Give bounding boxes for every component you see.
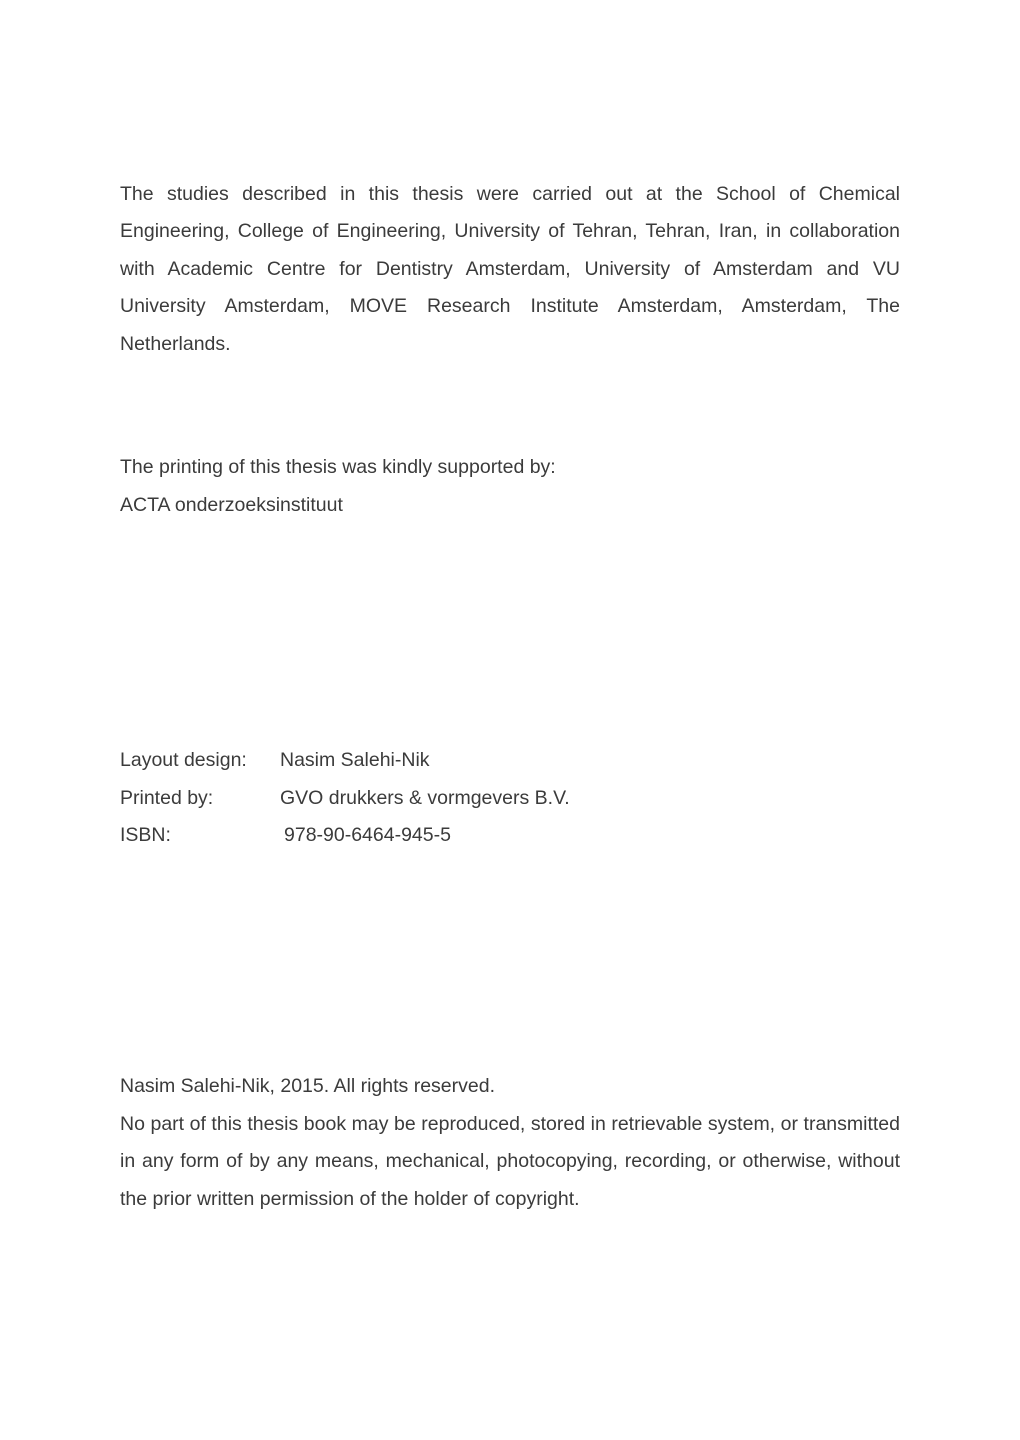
- copyright-block: [120, 1068, 900, 1218]
- colophon-row-layout-design: [120, 742, 900, 780]
- colophon-value: Nasim Salehi-Nik: [280, 749, 430, 771]
- colophon-row-isbn: [120, 817, 900, 855]
- colophon-label: Layout design:: [120, 749, 247, 771]
- colophon-value: 978-90-6464-945-5: [284, 824, 451, 846]
- affiliation-paragraph: The studies described in this thesis were carried out at the School of Chemical Engineering, College of Engineering, University of Tehran, Tehran, Iran, in collaboration with Academic Centre for Dentistry Amsterdam, University of Amsterdam and VU University Amsterdam, MOVE Research Institute Amsterdam, Amsterdam, The Netherlands.: [120, 182, 900, 355]
- colophon-label: Printed by:: [120, 786, 214, 809]
- copyright-paragraph: No part of this thesis book may be reproduced, stored in retrievable system, or transmitted in any form of by any means, mechanical, photocopying, recording, or otherwise, without the prior written permission of the holder of copyright.: [120, 1112, 900, 1210]
- acta-institute-line: ACTA onderzoeksinstituut: [120, 493, 343, 516]
- colophon-row-printed-by: [120, 780, 900, 818]
- printing-support-block: [120, 449, 900, 524]
- printing-support-line: The printing of this thesis was kindly supported by:: [120, 456, 556, 478]
- colophon-label: ISBN:: [120, 824, 171, 846]
- colophon-value: GVO drukkers & vormgevers B.V.: [280, 786, 570, 809]
- copyright-line: Nasim Salehi-Nik, 2015. All rights reserved.: [120, 1075, 495, 1097]
- colophon-block: [120, 742, 900, 855]
